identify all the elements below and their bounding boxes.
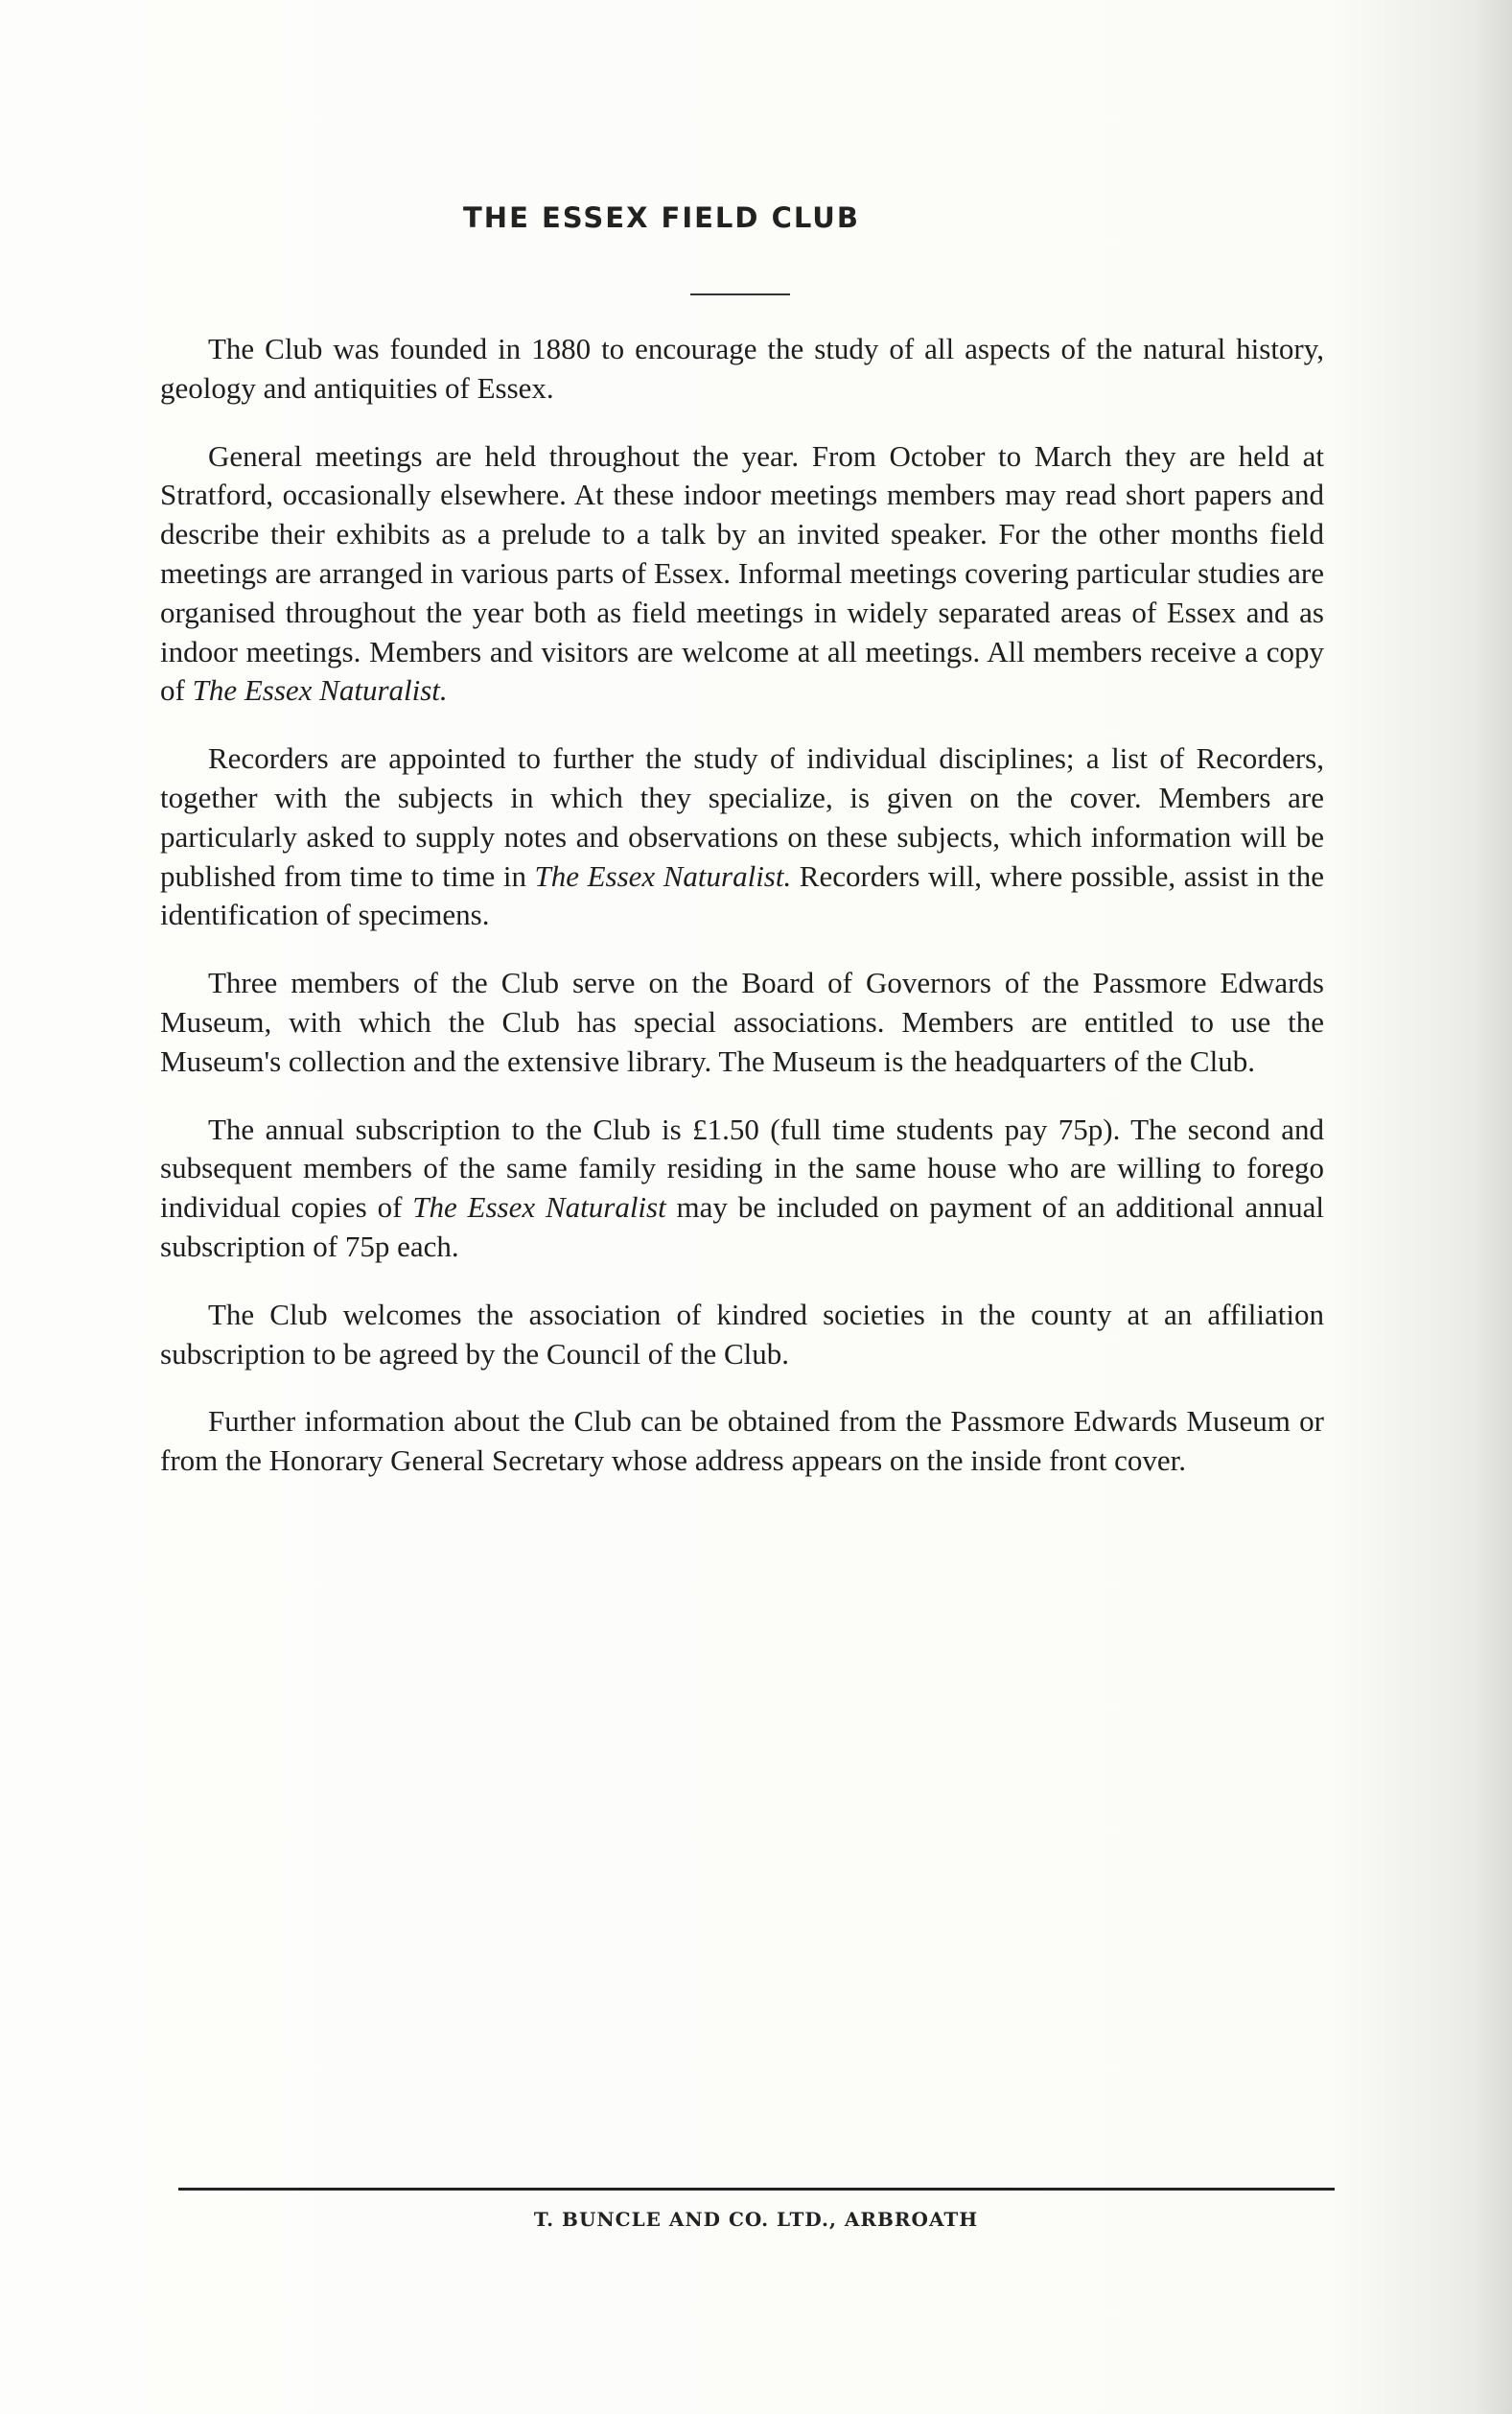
paragraph	[160, 437, 1324, 712]
text-run: The Club welcomes the association of kindred societies in the county at an affiliation subscription to be agreed by the Council of the Club.	[160, 1297, 1324, 1371]
italic-text-run: The Essex Naturalist.	[534, 858, 792, 893]
paragraph	[160, 1402, 1324, 1481]
text-run: Recorders will, where possible, assist in the identification of specimens.	[160, 858, 1325, 932]
footer-divider	[178, 2188, 1335, 2191]
text-run: The annual subscription to the Club is £1.50 (full time students pay 75p). The second and subsequent members of the same family residing in the same house who are willing to forego individual copies of	[160, 1112, 1324, 1225]
paragraph	[160, 1111, 1324, 1267]
paragraph	[160, 964, 1324, 1081]
page-title: THE ESSEX FIELD CLUB	[463, 201, 860, 234]
paragraph	[160, 330, 1324, 409]
text-run: Three members of the Club serve on the Board of Governors of the Passmore Edwards Museum, with which the Club has special associations. Members are entitled to use the Museum's collection and the extensive library. The Museum is the headquarters of the Club.	[160, 966, 1324, 1078]
title-divider	[690, 293, 790, 295]
body-text	[160, 330, 1324, 1510]
text-run: may be included on payment of an additional annual subscription of 75p each.	[160, 1190, 1324, 1263]
italic-text-run: The Essex Naturalist	[412, 1190, 666, 1225]
printer-imprint: T. BUNCLE AND CO. LTD., ARBROATH	[533, 2208, 979, 2231]
page-edge-shadow	[1474, 0, 1512, 2414]
text-run: Further information about the Club can be obtained from the Passmore Edwards Museum or from the Honorary General Secretary whose address appears on the inside front cover.	[160, 1404, 1324, 1478]
text-run: The Club was founded in 1880 to encourage the study of all aspects of the natural history, geology and antiquities of Essex.	[160, 332, 1324, 405]
text-run: General meetings are held throughout the year. From October to March they are held at Stratford, occasionally elsewhere. At these indoor meetings members may read short papers and describe their exhibits as a prelude to a talk by an invited speaker. For the other months field meetings are arranged in various parts of Essex. Informal meetings covering particular studies are organised throughout the year both as field meetings in widely separated areas of Essex and as indoor meetings. Members and visitors are welcome at all meetings. All members receive a copy of	[160, 438, 1324, 708]
text-run: Recorders are appointed to further the study of individual disciplines; a list of Recorders, together with the subjects in which they specialize, is given on the cover. Members are particularly asked to supply notes and observations on these subjects, which information will be published from time to time in	[160, 741, 1324, 893]
italic-text-run: The Essex Naturalist.	[192, 673, 448, 708]
paragraph	[160, 1296, 1324, 1374]
paragraph	[160, 739, 1324, 935]
